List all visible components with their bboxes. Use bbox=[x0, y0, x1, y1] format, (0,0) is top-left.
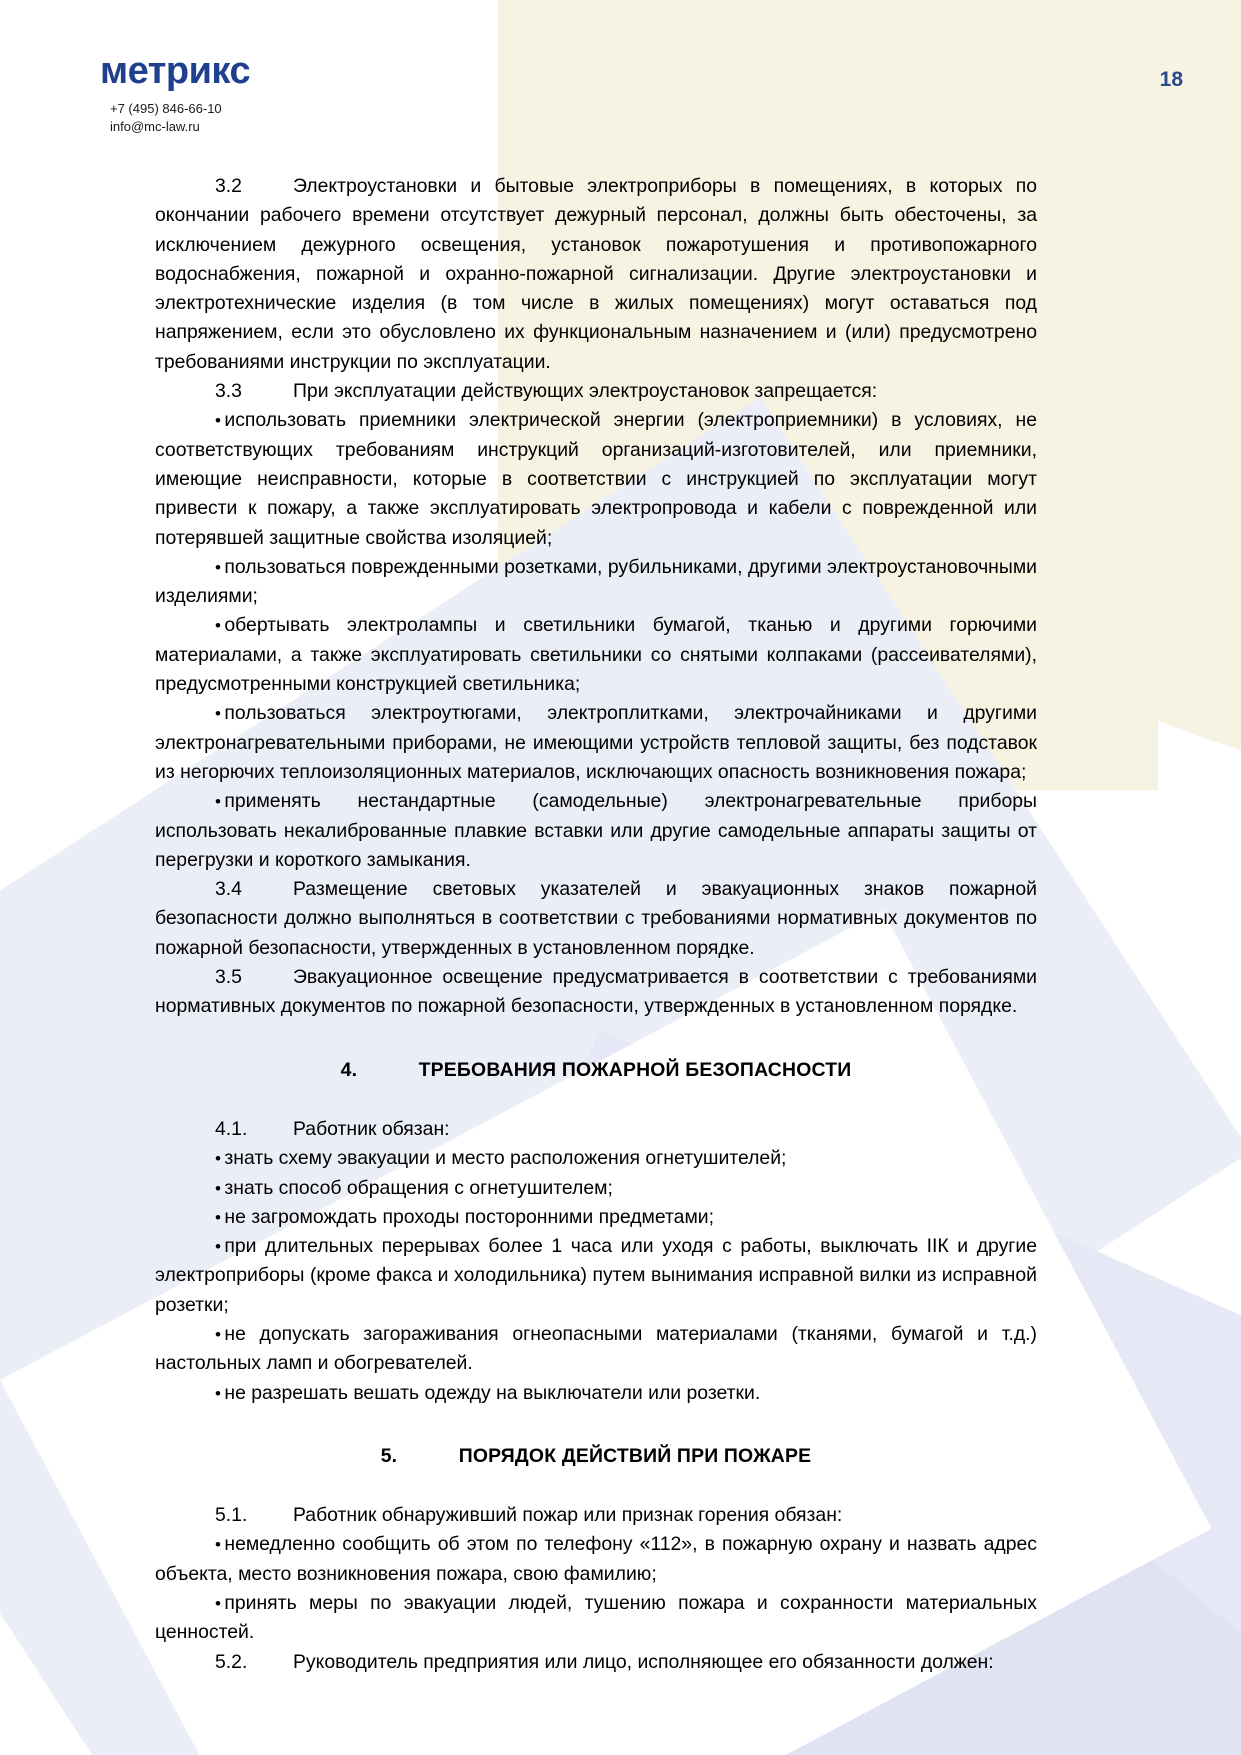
bullet-text: пользоваться электроутюгами, электроплитками, электрочайниками и другими электронагревательными приборами, не имеющими устройств тепловой защиты, без подставок из негорючих теплоизоляционных материалов, исключающих опасность возникновения пожара; bbox=[155, 702, 1037, 783]
contact-email: info@mc-law.ru bbox=[110, 118, 200, 134]
numbered-paragraph bbox=[155, 963, 1037, 1022]
paragraph-text: Электроустановки и бытовые электроприборы в помещениях, в которых по окончании рабочего времени отсутствует дежурный персонал, должны быть обесточены, за исключением дежурного освещения, установок пожаротушения и противопожарного водоснабжения, пожарной и охранно-пожарной сигнализации. Другие электроустановки и электротехнические изделия (в том числе в жилых помещениях) могут оставаться под напряжением, если это обусловлено их функциональным назначением и (или) предусмотрено требованиями инструкции по эксплуатации. bbox=[155, 175, 1037, 373]
paragraph-text: Эвакуационное освещение предусматривается в соответствии с требованиями нормативных документов по пожарной безопасности, утвержденных в установленном порядке. bbox=[155, 966, 1037, 1018]
bullet-text: при длительных перерывах более 1 часа или уходя с работы, выключать IIК и другие электроприборы (кроме факса и холодильника) путем вынимания исправной вилки из исправной розетки; bbox=[155, 1235, 1037, 1316]
paragraph-number: 3.4 bbox=[215, 878, 242, 901]
paragraph-text: При эксплуатации действующих электроустановок запрещается: bbox=[293, 380, 878, 403]
bullet-paragraph bbox=[155, 406, 1037, 552]
bullet-marker-icon: • bbox=[215, 704, 225, 724]
bullet-text: пользоваться поврежденными розетками, рубильниками, другими электроустановочными изделиями; bbox=[155, 555, 1037, 608]
bullet-paragraph bbox=[155, 1203, 1037, 1232]
bullet-marker-icon: • bbox=[215, 616, 225, 636]
bullet-text: немедленно сообщить об этом по телефону «112», в пожарную охрану и назвать адрес объекта, место возникновения пожара, свою фамилию; bbox=[155, 1533, 1037, 1585]
section-heading-text: ТРЕБОВАНИЯ ПОЖАРНОЙ БЕЗОПАСНОСТИ bbox=[418, 1058, 852, 1081]
bullet-text: не разрешать вешать одежду на выключатели или розетки. bbox=[224, 1381, 761, 1404]
bullet-marker-icon: • bbox=[215, 1594, 225, 1614]
numbered-paragraph bbox=[155, 172, 1037, 377]
bullet-marker-icon: • bbox=[215, 1207, 225, 1227]
numbered-paragraph bbox=[155, 875, 1037, 963]
numbered-paragraph bbox=[155, 377, 1037, 406]
bullet-paragraph bbox=[155, 611, 1037, 699]
paragraph-number: 3.2 bbox=[215, 175, 242, 197]
bullet-text: применять нестандартные (самодельные) электронагревательные приборы использовать некалиброванные плавкие вставки или другие самодельные аппараты защиты от перегрузки и короткого замыкания. bbox=[155, 790, 1037, 871]
bullet-marker-icon: • bbox=[215, 411, 225, 431]
contact-phone: +7 (495) 846-66-10 bbox=[110, 101, 222, 116]
paragraph-number: 5.2. bbox=[215, 1650, 248, 1673]
bullet-text: не допускать загораживания огнеопасными материалами (тканями, бумагой и т.д.) настольных ламп и обогревателей. bbox=[155, 1322, 1037, 1375]
paragraph-text: Руководитель предприятия или лицо, исполняющее его обязанности должен: bbox=[293, 1650, 994, 1673]
numbered-paragraph bbox=[155, 1115, 1037, 1144]
bullet-paragraph bbox=[155, 1144, 1037, 1173]
bullet-text: использовать приемники электрической энергии (электроприемники) в условиях, не соответствующих требованиям инструкций организаций-изготовителей, или приемники, имеющие неисправности, которые в соответствии с инструкцией по эксплуатации могут привести к пожару, а также эксплуатировать электропровода и кабели с поврежденной или потерявшей защитные свойства изоляцией; bbox=[155, 409, 1037, 549]
bullet-marker-icon: • bbox=[215, 1383, 225, 1403]
bullet-marker-icon: • bbox=[215, 1324, 225, 1344]
paragraph-number: 4.1. bbox=[215, 1117, 248, 1140]
bullet-marker-icon: • bbox=[215, 792, 225, 812]
bullet-paragraph bbox=[155, 553, 1037, 612]
section-heading-number: 5. bbox=[380, 1444, 398, 1467]
bullet-paragraph bbox=[155, 1589, 1037, 1648]
bullet-paragraph bbox=[155, 1174, 1037, 1203]
paragraph-number: 5.1. bbox=[215, 1504, 248, 1527]
paragraph-text: Работник обнаруживший пожар или признак горения обязан: bbox=[293, 1504, 843, 1527]
section-heading-text: ПОРЯДОК ДЕЙСТВИЙ ПРИ ПОЖАРЕ bbox=[458, 1444, 812, 1467]
bullet-paragraph bbox=[155, 1379, 1037, 1408]
bullet-marker-icon: • bbox=[215, 1149, 225, 1169]
bullet-marker-icon: • bbox=[215, 1535, 225, 1555]
bullet-marker-icon: • bbox=[215, 557, 225, 577]
bullet-text: обертывать электролампы и светильники бумагой, тканью и другими горючими материалами, а также эксплуатировать светильники со снятыми колпаками (рассеивателями), предусмотренными конструкцией светильника; bbox=[155, 614, 1037, 696]
numbered-paragraph bbox=[155, 1648, 1037, 1677]
bullet-text: знать схему эвакуации и место расположения огнетушителей; bbox=[224, 1147, 787, 1170]
paragraph-text: Работник обязан: bbox=[293, 1117, 450, 1140]
company-logo: метрикс bbox=[100, 50, 251, 92]
numbered-paragraph bbox=[155, 1501, 1037, 1530]
section-heading bbox=[155, 1056, 1037, 1085]
section-heading-number: 4. bbox=[340, 1058, 358, 1081]
section-heading bbox=[155, 1442, 1037, 1471]
bullet-marker-icon: • bbox=[215, 1178, 225, 1198]
bullet-text: не загромождать проходы посторонними предметами; bbox=[224, 1205, 715, 1228]
paragraph-text: Размещение световых указателей и эвакуационных знаков пожарной безопасности должно выполняться в соответствии с требованиями нормативных документов по пожарной безопасности, утвержденных в установленном порядке. bbox=[155, 878, 1037, 959]
contact-info bbox=[110, 100, 222, 135]
page-number: 18 bbox=[1159, 68, 1183, 91]
bullet-paragraph bbox=[155, 1320, 1037, 1379]
page-header bbox=[0, 0, 1241, 150]
bullet-paragraph bbox=[155, 699, 1037, 787]
bullet-text: принять меры по эвакуации людей, тушению пожара и сохранности материальных ценностей. bbox=[155, 1592, 1037, 1644]
bullet-marker-icon: • bbox=[215, 1237, 225, 1257]
document-body bbox=[155, 172, 1037, 1677]
paragraph-number: 3.5 bbox=[215, 966, 242, 989]
bullet-paragraph bbox=[155, 1232, 1037, 1320]
bullet-paragraph bbox=[155, 787, 1037, 875]
bullet-paragraph bbox=[155, 1530, 1037, 1589]
bullet-text: знать способ обращения с огнетушителем; bbox=[224, 1176, 613, 1199]
paragraph-number: 3.3 bbox=[215, 380, 242, 403]
